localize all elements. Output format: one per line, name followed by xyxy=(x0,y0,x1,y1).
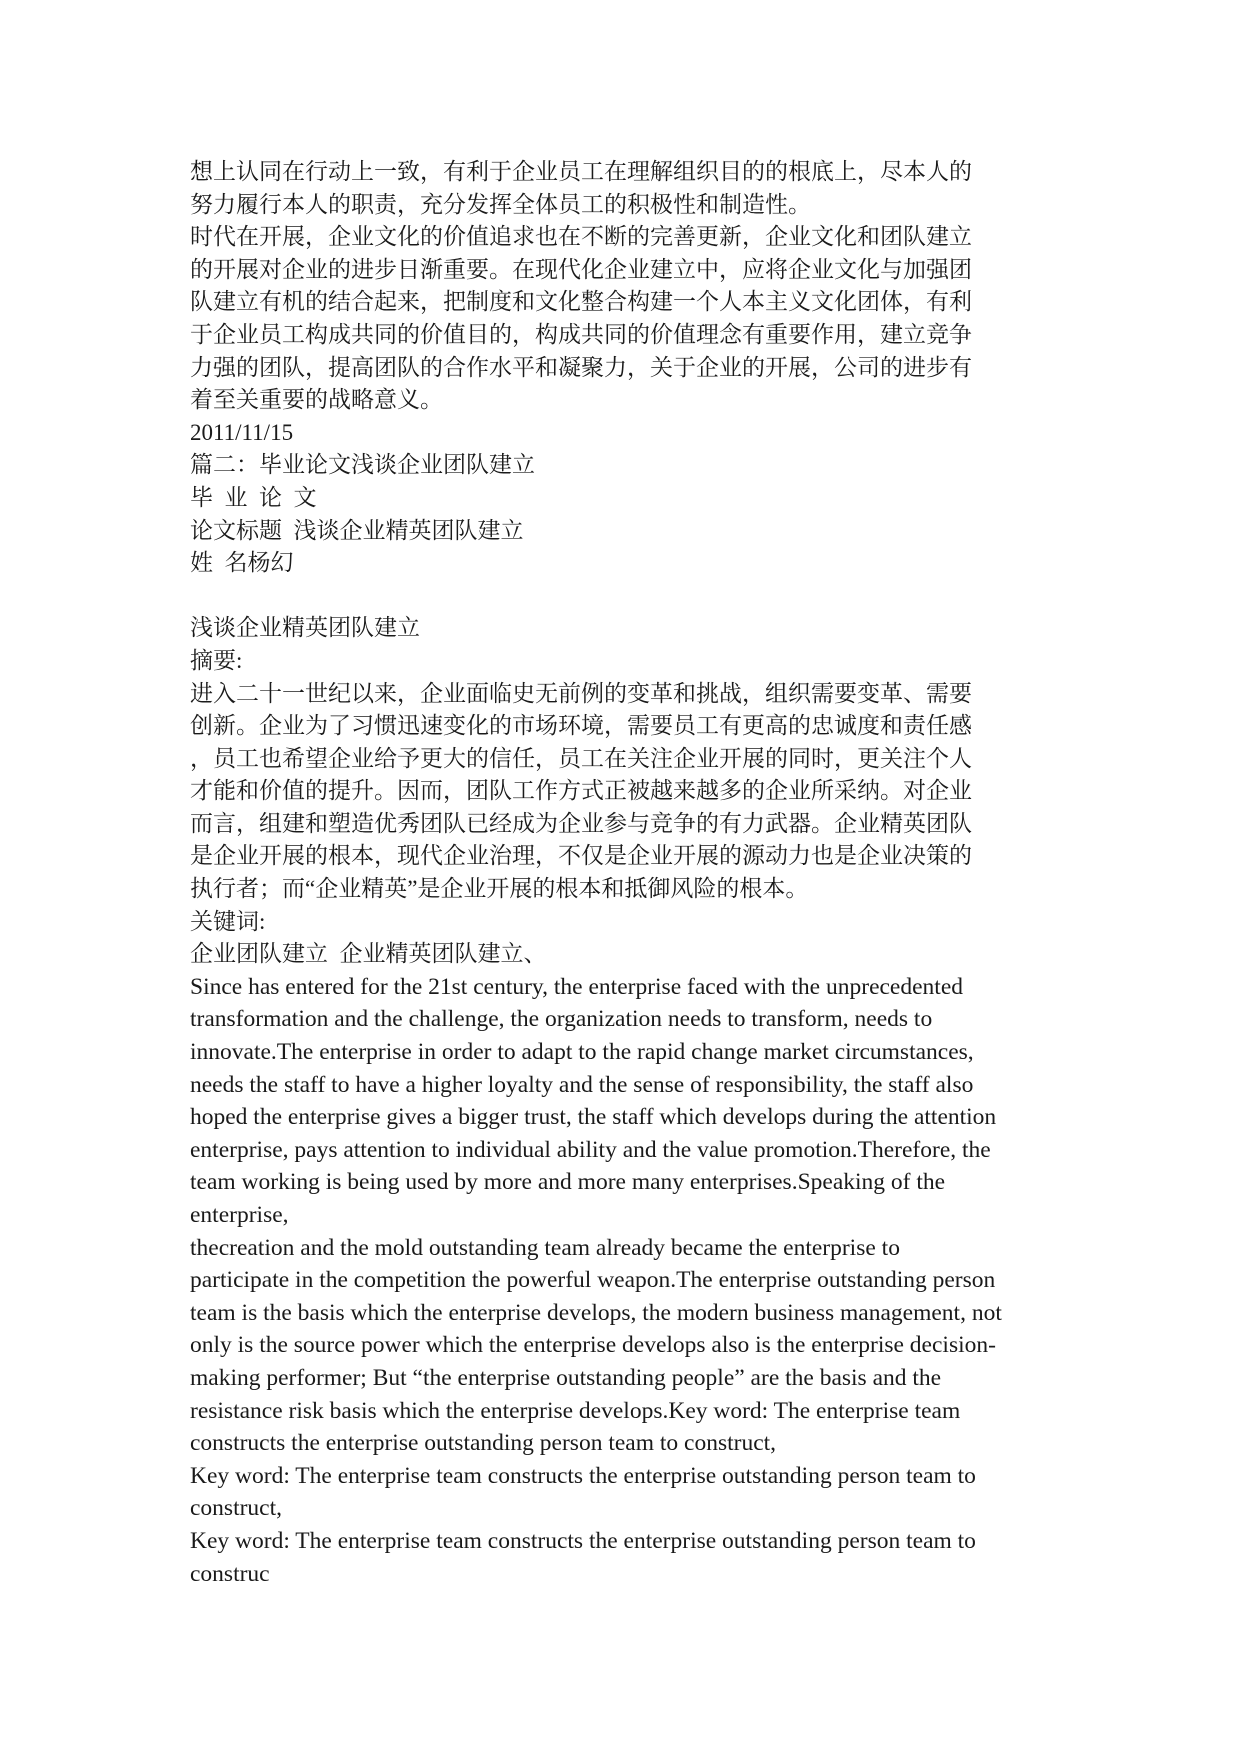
english-abstract-line: resistance risk basis which the enterprise develops.Key word: The enterprise team xyxy=(190,1397,961,1424)
english-abstract-line: constructs the enterprise outstanding person team to construct, xyxy=(190,1430,777,1457)
english-abstract-line: enterprise, xyxy=(190,1202,289,1228)
abstract-line: ，员工也希望企业给予更大的信任，员工在关注企业开展的同时，更关注个人 xyxy=(190,745,972,771)
keywords-line: 企业团队建立 企业精英团队建立、 xyxy=(190,941,547,967)
paragraph-line: 努力履行本人的职责，充分发挥全体员工的积极性和制造性。 xyxy=(190,191,811,217)
english-abstract-line: hoped the enterprise gives a bigger trust, the staff which develops during the attention xyxy=(190,1104,997,1131)
abstract-line: 是企业开展的根本，现代企业治理，不仅是企业开展的源动力也是企业决策的 xyxy=(190,843,972,869)
blank-line xyxy=(190,580,1070,613)
paragraph-line: 想上认同在行动上一致，有利于企业员工在理解组织目的的根底上，尽本人的 xyxy=(190,159,972,184)
main-title: 浅谈企业精英团队建立 xyxy=(190,615,420,641)
abstract-line: 才能和价值的提升。因而，团队工作方式正被越来越多的企业所采纳。对企业 xyxy=(190,778,972,804)
english-abstract-line: needs the staff to have a higher loyalty and the sense of responsibility, the staff also xyxy=(190,1071,974,1098)
paragraph-line: 队建立有机的结合起来，把制度和文化整合构建一个人本主义文化团体，有利 xyxy=(190,289,972,315)
abstract-label: 摘要: xyxy=(190,647,243,673)
abstract-line: 执行者；而“企业精英”是企业开展的根本和抵御风险的根本。 xyxy=(190,876,809,902)
english-abstract-line: only is the source power which the enterprise develops also is the enterprise decision- xyxy=(190,1332,996,1359)
abstract-line: 而言，组建和塑造优秀团队已经成为企业参与竞争的有力武器。企业精英团队 xyxy=(190,810,972,836)
paragraph-line: 于企业员工构成共同的价值目的，构成共同的价值理念有重要作用，建立竞争 xyxy=(190,321,972,347)
date-line: 2011/11/15 xyxy=(190,419,294,445)
paragraph-line: 着至关重要的战略意义。 xyxy=(190,387,443,413)
english-keyword-line: Key word: The enterprise team constructs the enterprise outstanding person team to xyxy=(190,1527,976,1554)
english-abstract-line: thecreation and the mold outstanding team already became the enterprise to xyxy=(190,1234,900,1261)
abstract-line: 创新。企业为了习惯迅速变化的市场环境，需要员工有更高的忠诚度和责任感 xyxy=(190,713,972,739)
document-body xyxy=(190,156,1070,1590)
english-abstract-line: transformation and the challenge, the organization needs to transform, needs to xyxy=(190,1006,933,1033)
english-keyword-line: construc xyxy=(190,1560,270,1587)
author-name-line: 姓 名杨幻 xyxy=(190,550,294,576)
keywords-label: 关键词: xyxy=(190,908,266,934)
english-abstract-line: participate in the competition the powerful weapon.The enterprise outstanding person xyxy=(190,1267,996,1294)
english-abstract-line: making performer; But “the enterprise outstanding people” are the basis and the xyxy=(190,1364,942,1391)
english-abstract-line: enterprise, pays attention to individual ability and the value promotion.Therefore, the xyxy=(190,1136,991,1163)
english-abstract-line: innovate.The enterprise in order to adapt to the rapid change market circumstances, xyxy=(190,1039,974,1066)
thesis-label: 毕 业 论 文 xyxy=(190,484,317,510)
paragraph-line: 时代在开展，企业文化的价值追求也在不断的完善更新，企业文化和团队建立 xyxy=(190,224,972,250)
chapter-title: 篇二：毕业论文浅谈企业团队建立 xyxy=(190,452,535,478)
paragraph-line: 的开展对企业的进步日渐重要。在现代化企业建立中，应将企业文化与加强团 xyxy=(190,256,972,282)
english-abstract-line: team is the basis which the enterprise develops, the modern business management, not xyxy=(190,1299,1002,1326)
english-abstract-line: Since has entered for the 21st century, the enterprise faced with the unprecedented xyxy=(190,973,963,1000)
paragraph-line: 力强的团队，提高团队的合作水平和凝聚力，关于企业的开展，公司的进步有 xyxy=(190,354,972,380)
thesis-title-line: 论文标题 浅谈企业精英团队建立 xyxy=(190,517,524,543)
english-keyword-line: Key word: The enterprise team constructs the enterprise outstanding person team to xyxy=(190,1462,976,1489)
abstract-line: 进入二十一世纪以来，企业面临史无前例的变革和挑战，组织需要变革、需要 xyxy=(190,680,972,706)
english-keyword-line: construct, xyxy=(190,1495,283,1522)
english-abstract-line: team working is being used by more and more many enterprises.Speaking of the xyxy=(190,1169,946,1196)
